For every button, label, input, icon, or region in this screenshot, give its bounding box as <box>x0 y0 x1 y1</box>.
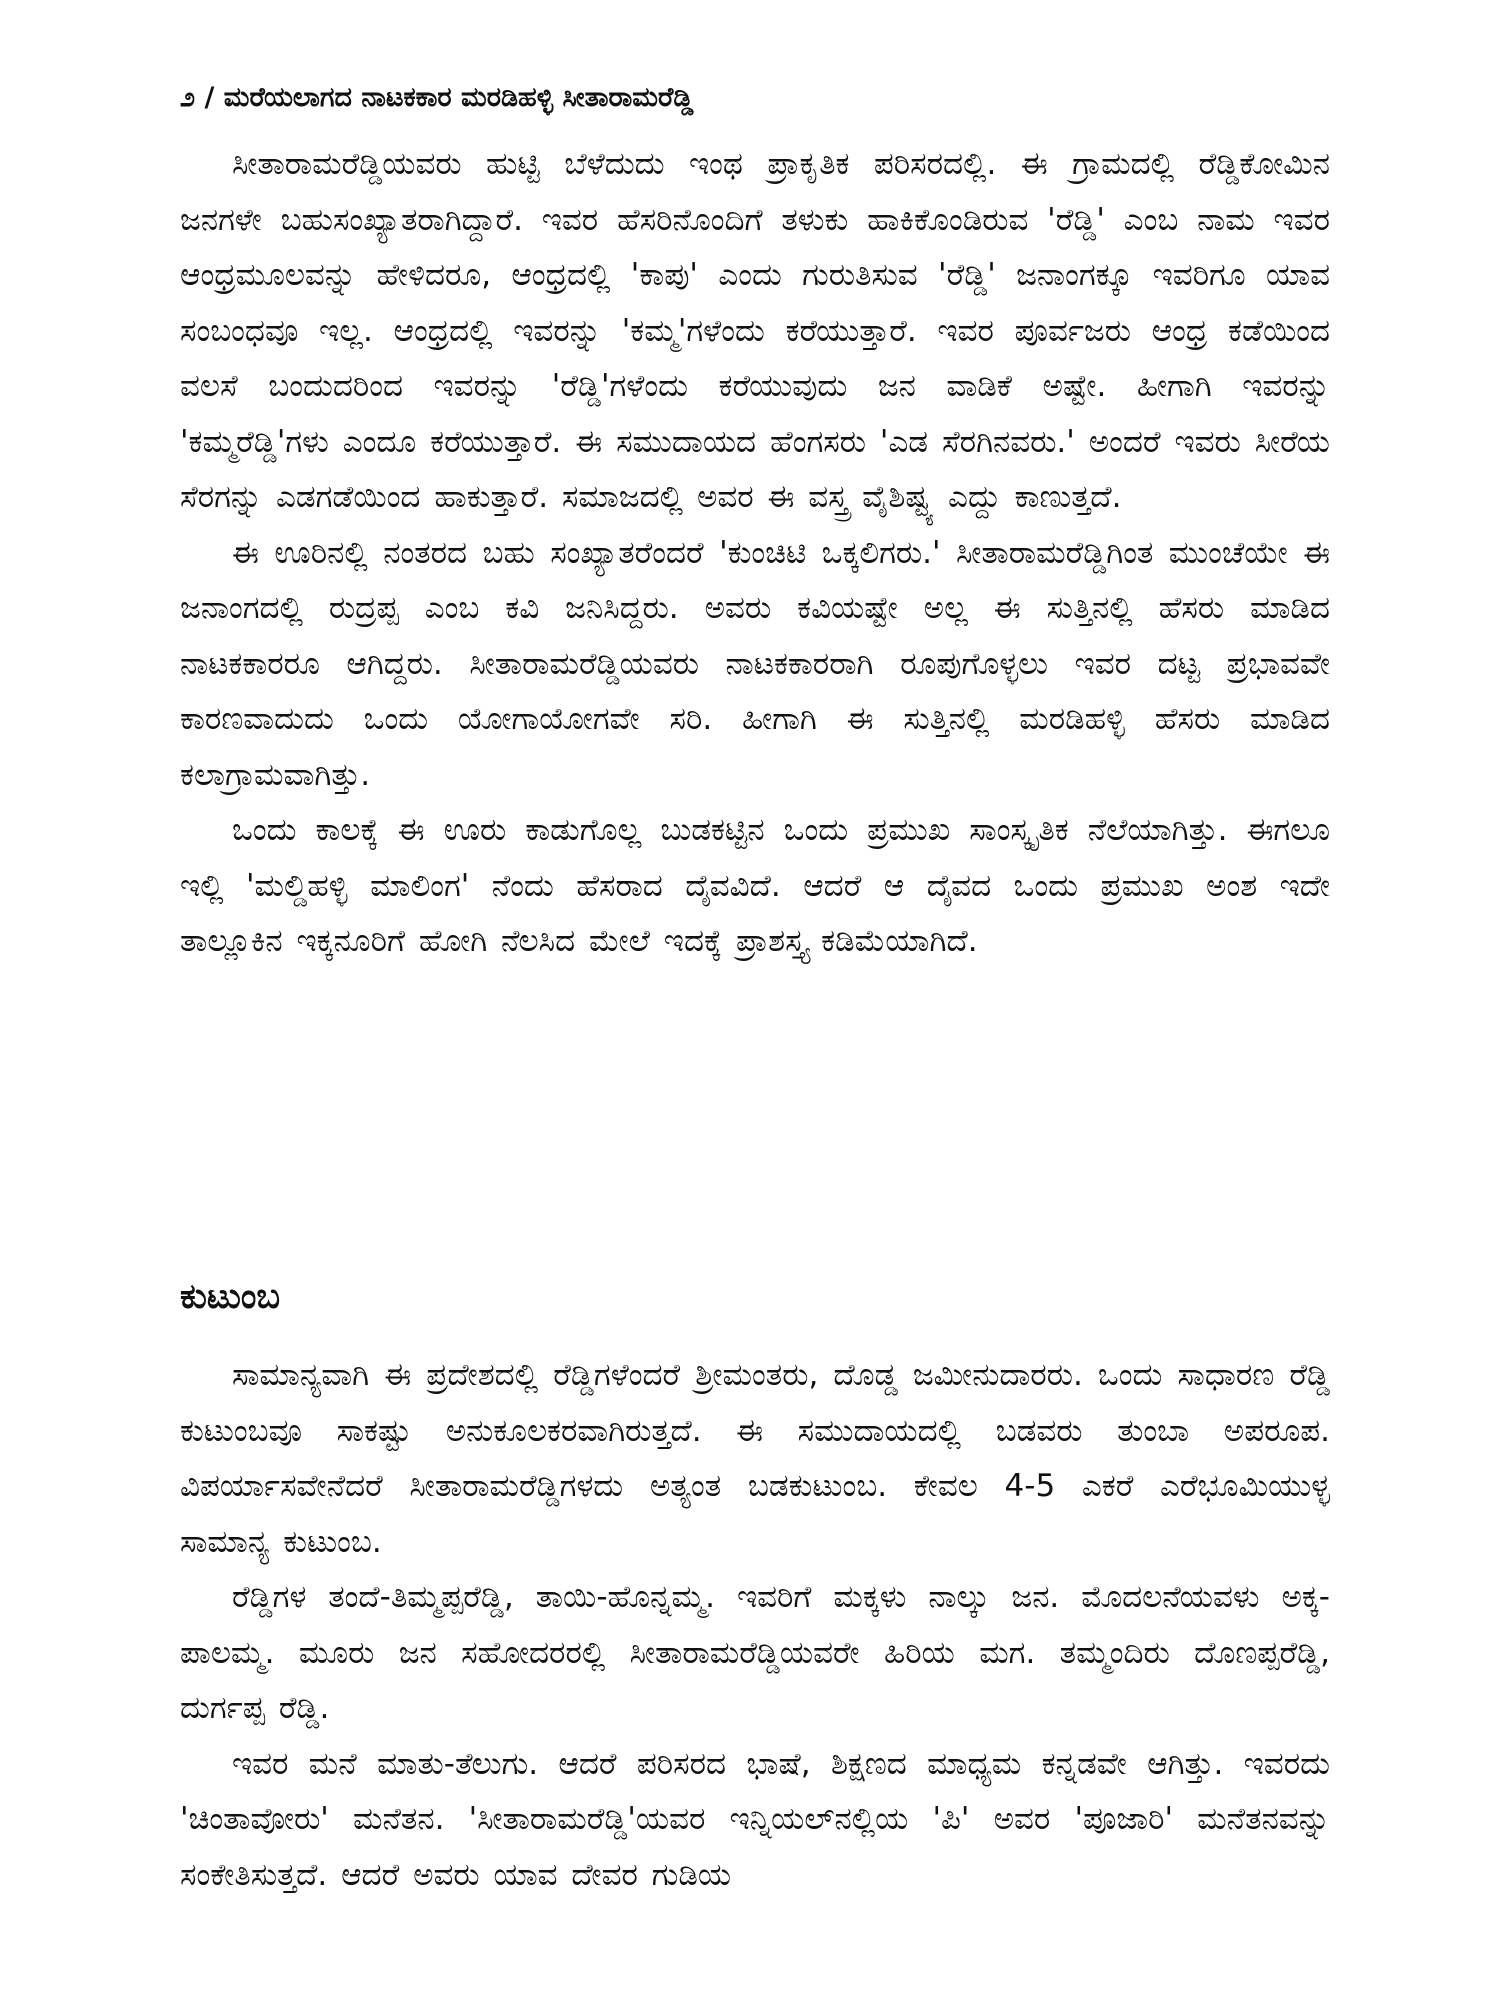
paragraph-family-status: ಸಾಮಾನ್ಯವಾಗಿ ಈ ಪ್ರದೇಶದಲ್ಲಿ ರೆಡ್ಡಿಗಳೆಂದರೆ ಶ್ರೀಮಂತರು, ದೊಡ್ಡ ಜಮೀನುದಾರರು. ಒಂದು ಸಾಧಾರಣ ರೆಡ್ಡಿ ಕುಟುಂಬವೂ ಸಾಕಷ್ಟು ಅನುಕೂಲಕರವಾಗಿರುತ್ತದೆ. ಈ ಸಮುದಾಯದಲ್ಲಿ ಬಡವರು ತುಂಬಾ ಅಪರೂಪ. ವಿಪರ್ಯಾಸವೇನೆದರೆ ಸೀತಾರಾಮರೆಡ್ಡಿಗಳದು ಅತ್ಯಂತ ಬಡಕುಟುಂಬ. ಕೇವಲ 4-5 ಎಕರೆ ಎರೆಭೂಮಿಯುಳ್ಳ ಸಾಮಾನ್ಯ ಕುಟುಂಬ. <box>180 1357 1330 1560</box>
section-heading-family: ಕುಟುಂಬ <box>180 1277 281 1317</box>
paragraph-kadugolla-culture: ಒಂದು ಕಾಲಕ್ಕೆ ಈ ಊರು ಕಾಡುಗೊಲ್ಲ ಬುಡಕಟ್ಟಿನ ಒಂದು ಪ್ರಮುಖ ಸಾಂಸ್ಕೃತಿಕ ನೆಲೆಯಾಗಿತ್ತು. ಈಗಲೂ ಇಲ್ಲಿ 'ಮಲ್ಡಿಹಳ್ಳಿ ಮಾಲಿಂಗ' ನೆಂದು ಹೆಸರಾದ ದೈವವಿದೆ. ಆದರೆ ಆ ದೈವದ ಒಂದು ಪ್ರಮುಖ ಅಂಶ ಇದೇ ತಾಲ್ಲೂಕಿನ ಇಕ್ಕನೂರಿಗೆ ಹೋಗಿ ನೆಲಸಿದ ಮೇಲೆ ಇದಕ್ಕೆ ಪ್ರಾಶಸ್ತ್ಯ ಕಡಿಮೆಯಾಗಿದೆ. <box>180 812 1330 959</box>
running-head: ೨ / ಮರೆಯಲಾಗದ ನಾಟಕಕಾರ ಮರಡಿಹಳ್ಳಿ ಸೀತಾರಾಮರೆಡ್ಡಿ <box>180 82 694 113</box>
paragraph-language-lineage: ಇವರ ಮನೆ ಮಾತು-ತೆಲುಗು. ಆದರೆ ಪರಿಸರದ ಭಾಷೆ, ಶಿಕ್ಷಣದ ಮಾಧ್ಯಮ ಕನ್ನಡವೇ ಆಗಿತ್ತು. ಇವರದು 'ಚಿಂತಾವೋರು' ಮನೆತನ. 'ಸೀತಾರಾಮರೆಡ್ಡಿ'ಯವರ ಇನ್ನಿಯಲ್‌ನಲ್ಲಿಯ 'ಪಿ' ಅವರ 'ಪೂಜಾರಿ' ಮನೆತನವನ್ನು ಸಂಕೇತಿಸುತ್ತದೆ. ಆದರೆ ಅವರು ಯಾವ ದೇವರ ಗುಡಿಯ <box>180 1745 1330 1893</box>
paragraph-family-members: ರೆಡ್ಡಿಗಳ ತಂದೆ-ತಿಮ್ಮಪ್ಪರೆಡ್ಡಿ, ತಾಯಿ-ಹೊನ್ನಮ್ಮ. ಇವರಿಗೆ ಮಕ್ಕಳು ನಾಲ್ಕು ಜನ. ಮೊದಲನೆಯವಳು ಅಕ್ಕ-ಪಾಲಮ್ಮ. ಮೂರು ಜನ ಸಹೋದರರಲ್ಲಿ ಸೀತಾರಾಮರೆಡ್ಡಿಯವರೇ ಹಿರಿಯ ಮಗ. ತಮ್ಮಂದಿರು ದೊಣಪ್ಪರೆಡ್ಡಿ, ದುರ್ಗಪ್ಪ ರೆಡ್ಡಿ. <box>180 1579 1330 1726</box>
paragraph-kunchiti-community: ಈ ಊರಿನಲ್ಲಿ ನಂತರದ ಬಹು ಸಂಖ್ಯಾತರೆಂದರೆ 'ಕುಂಚಿಟಿ ಒಕ್ಕಲಿಗರು.' ಸೀತಾರಾಮರೆಡ್ಡಿಗಿಂತ ಮುಂಚೆಯೇ ಈ ಜನಾಂಗದಲ್ಲಿ ರುದ್ರಪ್ಪ ಎಂಬ ಕವಿ ಜನಿಸಿದ್ದರು. ಅವರು ಕವಿಯಷ್ಟೇ ಅಲ್ಲ ಈ ಸುತ್ತಿನಲ್ಲಿ ಹೆಸರು ಮಾಡಿದ ನಾಟಕಕಾರರೂ ಆಗಿದ್ದರು. ಸೀತಾರಾಮರೆಡ್ಡಿಯವರು ನಾಟಕಕಾರರಾಗಿ ರೂಪುಗೊಳ್ಳಲು ಇವರ ದಟ್ಟ ಪ್ರಭಾವವೇ ಕಾರಣವಾದುದು ಒಂದು ಯೋಗಾಯೋಗವೇ ಸರಿ. ಹೀಗಾಗಿ ಈ ಸುತ್ತಿನಲ್ಲಿ ಮರಡಿಹಳ್ಳಿ ಹೆಸರು ಮಾಡಿದ ಕಲಾಗ್ರಾಮವಾಗಿತ್ತು. <box>180 534 1330 793</box>
section-family-text <box>180 1348 1330 1903</box>
paragraph-village-community: ಸೀತಾರಾಮರೆಡ್ಡಿಯವರು ಹುಟ್ಟಿ ಬೆಳೆದುದು ಇಂಥ ಪ್ರಾಕೃತಿಕ ಪರಿಸರದಲ್ಲಿ. ಈ ಗ್ರಾಮದಲ್ಲಿ ರೆಡ್ಡಿಕೋಮಿನ ಜನಗಳೇ ಬಹುಸಂಖ್ಯಾತರಾಗಿದ್ದಾರೆ. ಇವರ ಹೆಸರಿನೊಂದಿಗೆ ತಳುಕು ಹಾಕಿಕೊಂಡಿರುವ 'ರೆಡ್ಡಿ' ಎಂಬ ನಾಮ ಇವರ ಆಂಧ್ರಮೂಲವನ್ನು ಹೇಳಿದರೂ, ಆಂಧ್ರದಲ್ಲಿ 'ಕಾಪು' ಎಂದು ಗುರುತಿಸುವ 'ರೆಡ್ಡಿ' ಜನಾಂಗಕ್ಕೂ ಇವರಿಗೂ ಯಾವ ಸಂಬಂಧವೂ ಇಲ್ಲ. ಆಂಧ್ರದಲ್ಲಿ ಇವರನ್ನು 'ಕಮ್ಮ'ಗಳೆಂದು ಕರೆಯುತ್ತಾರೆ. ಇವರ ಪೂರ್ವಜರು ಆಂಧ್ರ ಕಡೆಯಿಂದ ವಲಸೆ ಬಂದುದರಿಂದ ಇವರನ್ನು 'ರೆಡ್ಡಿ'ಗಳೆಂದು ಕರೆಯುವುದು ಜನ ವಾಡಿಕೆ ಅಷ್ಟೇ. ಹೀಗಾಗಿ ಇವರನ್ನು 'ಕಮ್ಮರೆಡ್ಡಿ'ಗಳು ಎಂದೂ ಕರೆಯುತ್ತಾರೆ. ಈ ಸಮುದಾಯದ ಹೆಂಗಸರು 'ಎಡ ಸೆರಗಿನವರು.' ಅಂದರೆ ಇವರು ಸೀರೆಯ ಸೆರಗನ್ನು ಎಡಗಡೆಯಿಂದ ಹಾಕುತ್ತಾರೆ. ಸಮಾಜದಲ್ಲಿ ಅವರ ಈ ವಸ್ತ್ರ ವೈಶಿಷ್ಟ್ಯ ಎದ್ದು ಕಾಣುತ್ತದೆ. <box>180 146 1330 515</box>
section-village-text <box>180 137 1330 970</box>
